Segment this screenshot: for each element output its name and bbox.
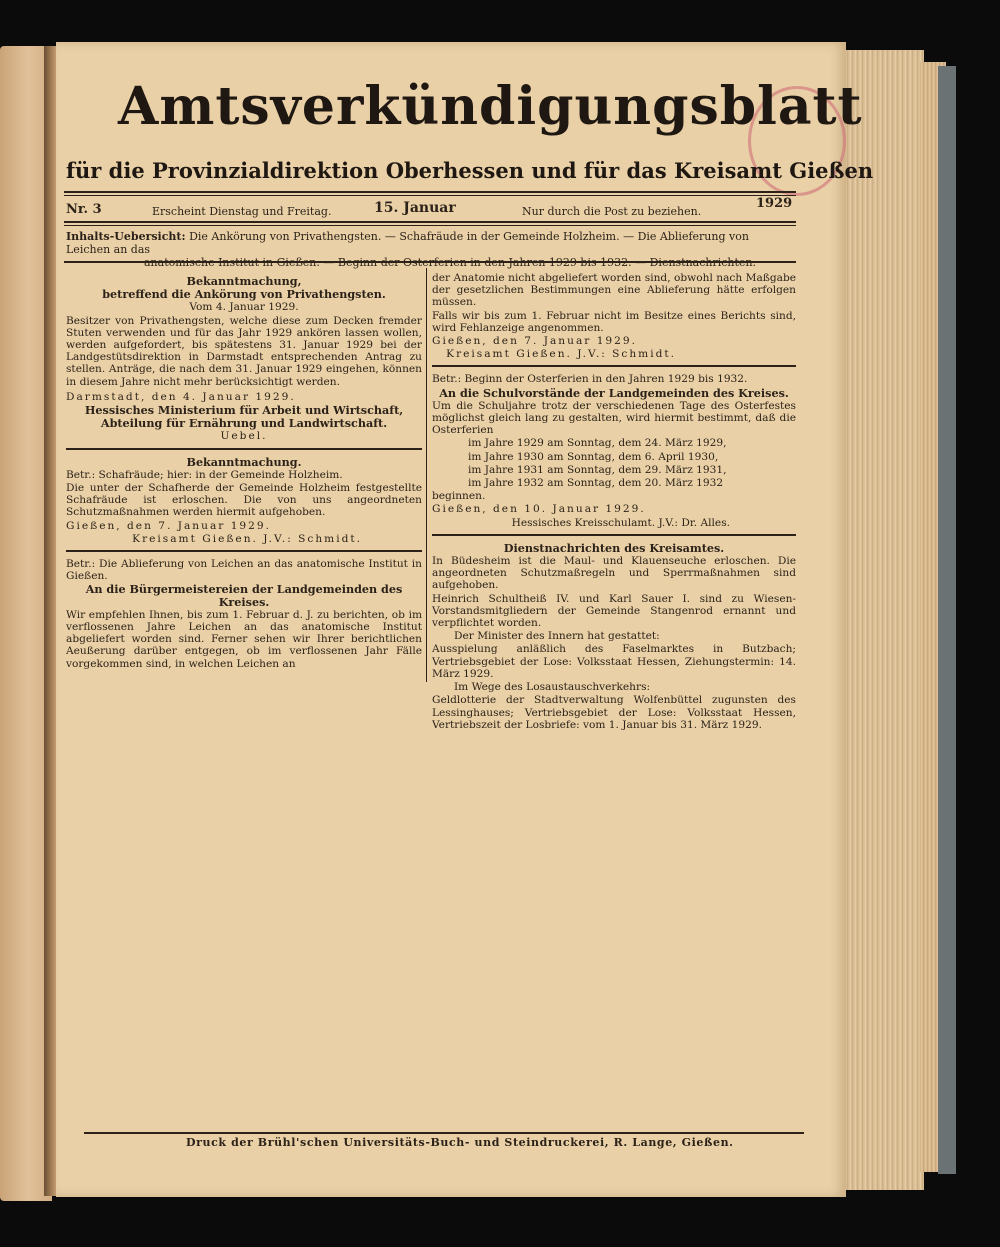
notice-1-signature: Uebel. bbox=[220, 430, 268, 443]
notice-1-ministry-1: Hessisches Ministerium für Arbeit und Wirtschaft, bbox=[84, 403, 404, 418]
issue-schedule: Erscheint Dienstag und Freitag. bbox=[152, 205, 332, 218]
header-rule-top-thin bbox=[64, 195, 796, 196]
notice-1-place: Darmstadt, den 4. Januar 1929. bbox=[66, 390, 296, 403]
notice-2-title: Bekanntmachung. bbox=[186, 454, 302, 469]
toc-label: Inhalts-Uebersicht: bbox=[66, 230, 186, 243]
separator-4 bbox=[432, 534, 796, 536]
service-news-2: Heinrich Schultheiß IV. und Karl Sauer I. sind zu Wiesen-Vorstandsmitgliedern der Gemeinde Stangenrod ernannt und verpflichtet worden. bbox=[432, 592, 796, 630]
table-of-contents bbox=[66, 230, 794, 269]
header-rule-top bbox=[64, 191, 796, 193]
notice-3-signature: Kreisamt Gießen. J.V.: Schmidt. bbox=[446, 348, 676, 361]
notice-3-body: Wir empfehlen Ihnen, bis zum 1. Februar d. J. zu berichten, ob im verflossenen Jahre Leichen an das anatomische Institut abgeliefert worden sind. Ferner sehen wir Ihrer berichtlichen Aeußerung darüber entgegen, ob im verflossenen Jahr Fälle vorgekommen sind, in welchen Leichen an bbox=[66, 608, 422, 670]
service-news-1: In Büdesheim ist die Maul- und Klauenseuche erloschen. Die angeordneten Schutzmaßregeln und Sperrmaßnahmen sind aufgehoben. bbox=[432, 555, 796, 592]
notice-3-subject: Betr.: Die Ablieferung von Leichen an das anatomische Institut in Gießen. bbox=[66, 558, 422, 583]
separator-1 bbox=[66, 448, 422, 450]
printer-imprint: Druck der Brühl'schen Universitäts-Buch- und Steindruckerei, R. Lange, Gießen. bbox=[186, 1136, 734, 1149]
notice-1-subtitle: betreffend die Ankörung von Privathengsten. bbox=[102, 287, 386, 302]
notice-4-line-1929: im Jahre 1929 am Sonntag, dem 24. März 1929, bbox=[468, 437, 727, 450]
separator-2 bbox=[66, 550, 422, 552]
header-rule-bottom-thin bbox=[64, 225, 796, 226]
masthead-subtitle: für die Provinzialdirektion Oberhessen und für das Kreisamt Gießen bbox=[66, 158, 874, 183]
notice-4-end: beginnen. bbox=[432, 490, 486, 503]
book-cover bbox=[938, 66, 956, 1174]
service-news-5: Im Wege des Losaustauschverkehrs: bbox=[454, 681, 651, 694]
notice-1-title: Bekanntmachung, bbox=[186, 274, 302, 288]
masthead-title: Amtsverkündigungsblatt bbox=[118, 76, 863, 137]
service-news-4: Ausspielung anläßlich des Faselmarktes in Butzbach; Vertriebsgebiet der Lose: Volksstaat Hessen, Ziehungstermin: 14. März 1929. bbox=[432, 643, 796, 680]
footer-rule bbox=[84, 1132, 804, 1134]
notice-4-line-1931: im Jahre 1931 am Sonntag, dem 29. März 1931, bbox=[468, 463, 727, 476]
notice-3-place: Gießen, den 7. Januar 1929. bbox=[432, 335, 638, 348]
notice-4-subject: Betr.: Beginn der Osterferien in den Jahren 1929 bis 1932. bbox=[432, 373, 748, 386]
notice-1-ministry-2: Abteilung für Ernährung und Landwirtschaft. bbox=[100, 416, 388, 431]
right-column bbox=[432, 272, 796, 732]
notice-4-body: Um die Schuljahre trotz der verschiedenen Tage des Osterfestes möglichst gleich lang zu gestalten, wird hiermit bestimmt, daß die Osterferien bbox=[432, 399, 796, 437]
toc-line-1: Die Ankörung von Privathengsten. — Schafräude in der Gemeinde Holzheim. — Die Ablieferung von Leichen an das bbox=[66, 230, 749, 256]
header-rule-bottom bbox=[64, 221, 796, 223]
page-edges bbox=[844, 50, 924, 1190]
notice-4-line-1932: im Jahre 1932 am Sonntag, dem 20. März 1932 bbox=[468, 477, 724, 490]
service-news-6: Geldlotterie der Stadtverwaltung Wolfenbüttel zugunsten des Lessinghauses; Vertriebsgebiet der Lose: Volksstaat Hessen, Vertriebszeit der Losbriefe: vom 1. Januar bis 31. März 1929. bbox=[432, 694, 796, 731]
separator-3 bbox=[432, 365, 796, 367]
toc-rule bbox=[64, 261, 796, 263]
column-divider bbox=[426, 268, 427, 682]
notice-1-date: Vom 4. Januar 1929. bbox=[189, 301, 299, 314]
notice-2-subject: Betr.: Schafräude; hier: in der Gemeinde Holzheim. bbox=[66, 468, 343, 481]
notice-3-continued-2: Falls wir bis zum 1. Februar nicht im Besitze eines Berichts sind, wird Fehlanzeige angenommen. bbox=[432, 309, 796, 334]
service-news-3: Der Minister des Innern hat gestattet: bbox=[454, 630, 660, 643]
notice-4-addressee: An die Schulvorstände der Landgemeinden des Kreises. bbox=[439, 385, 789, 400]
notice-3-continued: der Anatomie nicht abgeliefert worden sind, obwohl nach Maßgabe der gesetzlichen Bestimmungen eine Ablieferung hätte erfolgen müssen. bbox=[432, 272, 796, 309]
notice-3-addressee: An die Bürgermeistereien der Landgemeinden des Kreises. bbox=[85, 582, 403, 609]
notice-2-body: Die unter der Schafherde der Gemeinde Holzheim festgestellte Schafräude ist erloschen. Die von uns angeordneten Schutzmaßnahmen werden hiermit aufgehoben. bbox=[66, 482, 422, 519]
notice-4-line-1930: im Jahre 1930 am Sonntag, dem 6. April 1930, bbox=[468, 450, 719, 463]
issue-year: 1929 bbox=[756, 196, 793, 211]
notice-2-signature: Kreisamt Gießen. J.V.: Schmidt. bbox=[132, 532, 362, 545]
service-news-title: Dienstnachrichten des Kreisamtes. bbox=[503, 540, 725, 555]
issue-number: Nr. 3 bbox=[66, 202, 102, 217]
notice-1-body: Besitzer von Privathengsten, welche diese zum Decken fremder Stuten verwenden und für das Jahr 1929 ankören lassen wollen, werden aufgefordert, bis spätestens 31. Januar 1929 bei der Landgestütsdirektion in Darmstadt entsprechenden Antrag zu stellen. Anträge, die nach dem 31. Januar 1929 eingehen, können in diesem Jahre nicht mehr berücksichtigt werden. bbox=[66, 314, 422, 388]
notice-4-signature: Hessisches Kreisschulamt. J.V.: Dr. Alles. bbox=[511, 516, 730, 529]
issue-post-note: Nur durch die Post zu beziehen. bbox=[522, 205, 702, 218]
left-column bbox=[66, 275, 422, 671]
notice-4-place: Gießen, den 10. Januar 1929. bbox=[432, 503, 646, 516]
issue-date: 15. Januar bbox=[374, 200, 456, 216]
notice-2-place: Gießen, den 7. Januar 1929. bbox=[66, 519, 272, 532]
